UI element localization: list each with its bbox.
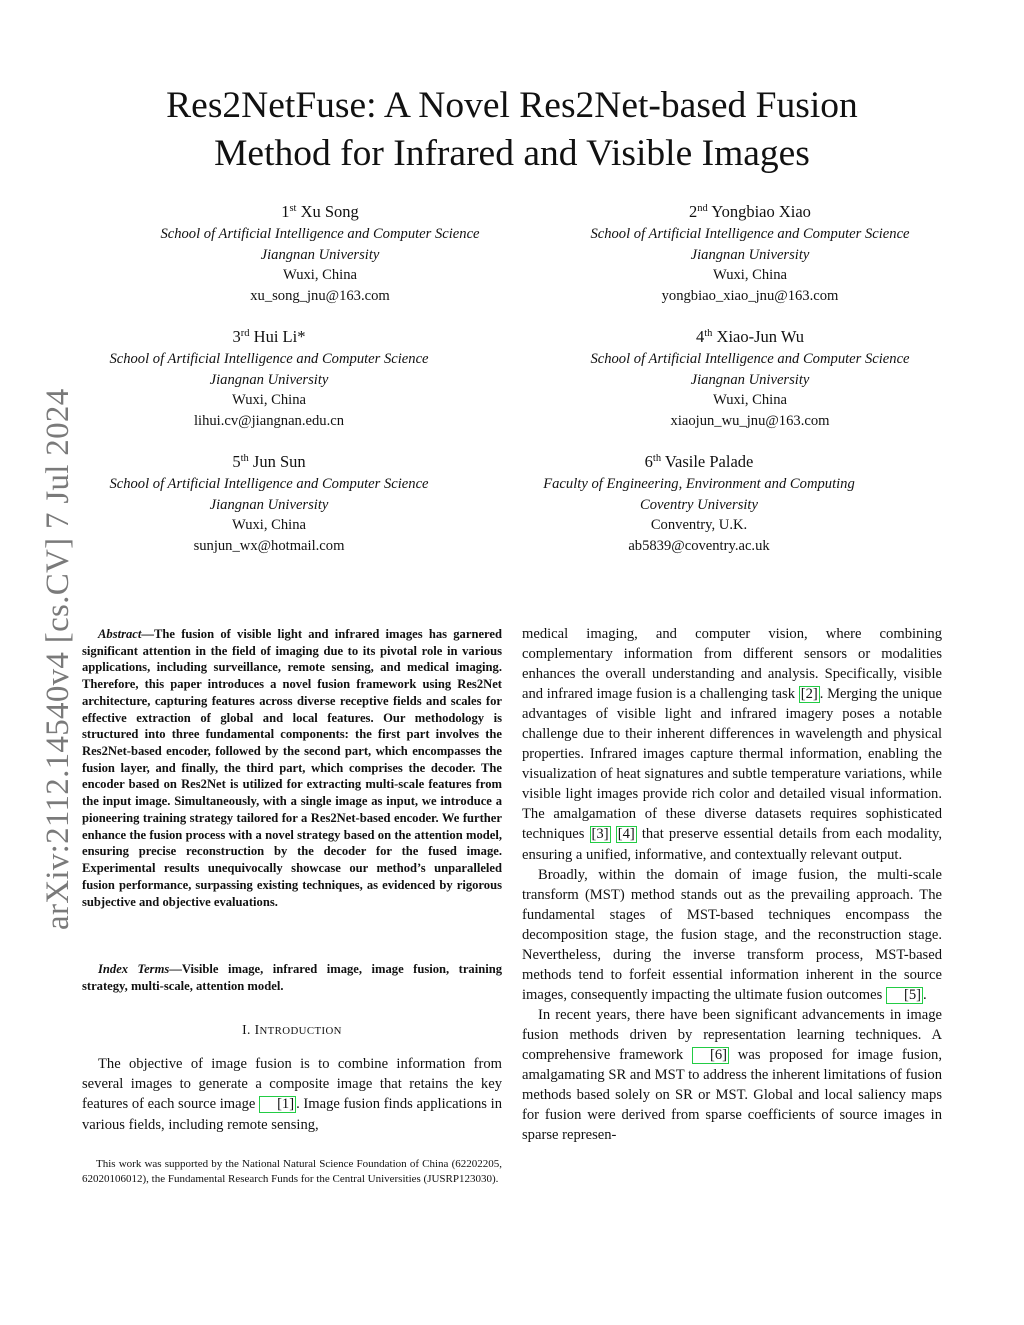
- author-university: Jiangnan University: [690, 246, 810, 263]
- citation-link[interactable]: [6]: [692, 1047, 729, 1064]
- author-university: Jiangnan University: [209, 371, 329, 388]
- author-name: Hui Li*: [253, 327, 306, 346]
- author-university: Coventry University: [640, 496, 758, 513]
- index-terms-label: Index Terms: [98, 962, 170, 976]
- body-paragraph: [522, 624, 942, 865]
- body-text: medical imaging, and computer vision, where combining complementary information from different sensors or modalities enhances the overall understanding and analysis. Specifically, visible and infrared image fusion is a challenging task: [522, 626, 942, 703]
- author-department: School of Artificial Intelligence and Computer Science: [109, 476, 429, 492]
- author-name: Vasile Palade: [664, 452, 754, 471]
- body-text: . Merging the unique advantages of visible light and infrared imagery poses a notable challenge due to their inherent differences in wavelength and physical properties. Infrared images capture thermal information, enabling the visualization of heat signatures and subtle temperature variations, while visible light images provide rich color and detailed visual information. The amalgamation of these diverse datasets requires sophisticated techniques: [522, 686, 942, 843]
- section-heading-introduction: [82, 1022, 502, 1038]
- author-email: lihui.cv@jiangnan.edu.cn: [193, 412, 344, 429]
- author-ordinal: 4: [695, 327, 705, 346]
- author-ordinal: 1: [281, 202, 290, 221]
- author-name-line: [120, 200, 520, 224]
- title-line-1: Res2NetFuse: A Novel Res2Net-based Fusion: [166, 85, 858, 126]
- author-name: Xiao-Jun Wu: [716, 327, 805, 346]
- author-department: School of Artificial Intelligence and Computer Science: [160, 226, 480, 242]
- author-location: Wuxi, China: [713, 392, 787, 408]
- author-location: Wuxi, China: [232, 392, 306, 408]
- citation-link[interactable]: [5]: [886, 987, 923, 1004]
- section-number: I.: [242, 1022, 251, 1037]
- author-ordinal: 6: [644, 452, 653, 471]
- author-email: xu_song_jnu@163.com: [250, 287, 390, 304]
- author-university: Jiangnan University: [209, 496, 329, 513]
- author-location: Wuxi, China: [713, 267, 787, 283]
- author-ordinal-suffix: st: [289, 203, 297, 214]
- right-column: [522, 624, 942, 1145]
- title-line-2: Method for Infrared and Visible Images: [214, 133, 810, 174]
- body-paragraph: [522, 1005, 942, 1145]
- body-text: In recent years, there have been significant advancements in image fusion methods driven by representation learning techniques. A comprehensive framework: [522, 1006, 942, 1063]
- citation-link[interactable]: [1]: [259, 1096, 296, 1113]
- author-ordinal-suffix: th: [240, 453, 249, 464]
- arxiv-identifier: arXiv:2112.14540v4 [cs.CV] 7 Jul 2024: [40, 388, 76, 930]
- author-block-3: [70, 325, 468, 431]
- index-terms: [82, 961, 502, 994]
- author-email: sunjun_wx@hotmail.com: [193, 537, 345, 554]
- author-email: ab5839@coventry.ac.uk: [628, 537, 770, 554]
- abstract-label: Abstract: [98, 627, 142, 641]
- body-text: Broadly, within the domain of image fusion, the multi-scale transform (MST) method stands out as the prevailing approach. The fundamental stages of MST-based techniques encompass the decomposition stage, the fusion stage, and the reconstruction stage. Nevertheless, during the inverse transform process, MST-based methods tend to forfeit essential information inherent in the source images, consequently impacting the ultimate fusion outcomes: [522, 866, 942, 1003]
- author-department: School of Artificial Intelligence and Computer Science: [590, 351, 910, 367]
- intro-text: . Image fusion finds applications in various fields, including remote sensing,: [82, 1096, 502, 1133]
- author-block-2: [552, 200, 948, 306]
- author-location: Wuxi, China: [232, 517, 306, 533]
- body-text: was proposed for image fusion, amalgamating SR and MST to address the inherent limitations of fusion methods based solely on SR or MST. Global and local saliency maps for fusion were derived from sparse coefficients of source images in sparse represen-: [522, 1046, 943, 1144]
- author-name: Xu Song: [300, 202, 359, 221]
- author-location: Wuxi, China: [283, 267, 357, 283]
- author-name: Jun Sun: [252, 452, 306, 471]
- section-title-initial: I: [254, 1022, 260, 1037]
- author-block-6: [500, 450, 898, 556]
- index-terms-text: —Visible image, infrared image, image fusion, training strategy, multi-scale, attention model.: [82, 962, 503, 993]
- intro-text: The objective of image fusion is to combine information from several images to generate a composite image that retains the key features of each source image: [82, 1056, 502, 1113]
- author-block-5: [70, 450, 468, 556]
- author-block-4: [552, 325, 948, 431]
- author-block-1: [120, 200, 520, 306]
- abstract-text: —The fusion of visible light and infrared images has garnered significant attention in the field of imaging due to its pivotal role in various applications, including surveillance, remote sensing, and medical imaging. Therefore, this paper introduces a novel fusion framework using Res2Net architecture, capturing features across diverse receptive fields and scales for effective extraction of global and local features. Our methodology is structured into three fundamental components: the first part involves the Res2Net-based encoder, followed by the second part, which encompasses the fusion layer, and finally, the third part, which comprises the decoder. The encoder based on Res2Net is utilized for extracting multi-scale features from the input image. Simultaneously, with a single image as input, we introduce a pioneering training strategy tailored for a Res2Net-based encoder. We further enhance the fusion process with a novel strategy based on the attention model, ensuring precise reconstruction by the decoder for the fused image. Experimental results unequivocally showcase our method’s unparalleled fusion performance, surpassing existing techniques, as evidenced by rigorous subjective and objective evaluations.: [82, 627, 502, 909]
- author-university: Jiangnan University: [260, 246, 380, 263]
- author-ordinal: 3: [232, 327, 241, 346]
- abstract: [82, 626, 502, 910]
- body-paragraph: [522, 865, 942, 1005]
- author-ordinal-suffix: th: [652, 453, 662, 464]
- author-name-line: [552, 200, 948, 224]
- author-name-line: [500, 450, 898, 474]
- author-department: Faculty of Engineering, Environment and Computing: [543, 476, 855, 492]
- author-department: School of Artificial Intelligence and Computer Science: [109, 351, 429, 367]
- author-ordinal-suffix: rd: [240, 328, 250, 339]
- author-name: Yongbiao Xiao: [711, 202, 811, 221]
- author-name-line: [70, 325, 468, 349]
- author-university: Jiangnan University: [690, 371, 810, 388]
- author-name-line: [70, 450, 468, 474]
- author-email: xiaojun_wu_jnu@163.com: [670, 412, 830, 429]
- citation-link[interactable]: [4]: [617, 826, 635, 843]
- author-name-line: [552, 325, 948, 349]
- section-title-rest: NTRODUCTION: [259, 1025, 342, 1037]
- paper-title: [80, 82, 944, 178]
- funding-footnote: This work was supported by the National Natural Science Foundation of China (62202205, 62020106012), the Fundamental Research Funds for the Central Universities (JUSRP123030).: [82, 1158, 502, 1185]
- author-ordinal: 5: [232, 452, 241, 471]
- author-ordinal-suffix: th: [704, 328, 713, 339]
- citation-link[interactable]: [3]: [591, 826, 609, 843]
- author-ordinal: 2: [689, 202, 698, 221]
- intro-paragraph-1: [82, 1054, 502, 1135]
- author-location: Conventry, U.K.: [650, 517, 748, 533]
- author-email: yongbiao_xiao_jnu@163.com: [661, 287, 839, 304]
- body-text: that preserve essential details from each modality, ensuring a unified, informative, and contextually relevant output.: [522, 826, 943, 863]
- citation-link[interactable]: [2]: [800, 686, 818, 703]
- body-text: .: [922, 986, 927, 1003]
- author-ordinal-suffix: nd: [697, 203, 708, 214]
- author-department: School of Artificial Intelligence and Computer Science: [590, 226, 910, 242]
